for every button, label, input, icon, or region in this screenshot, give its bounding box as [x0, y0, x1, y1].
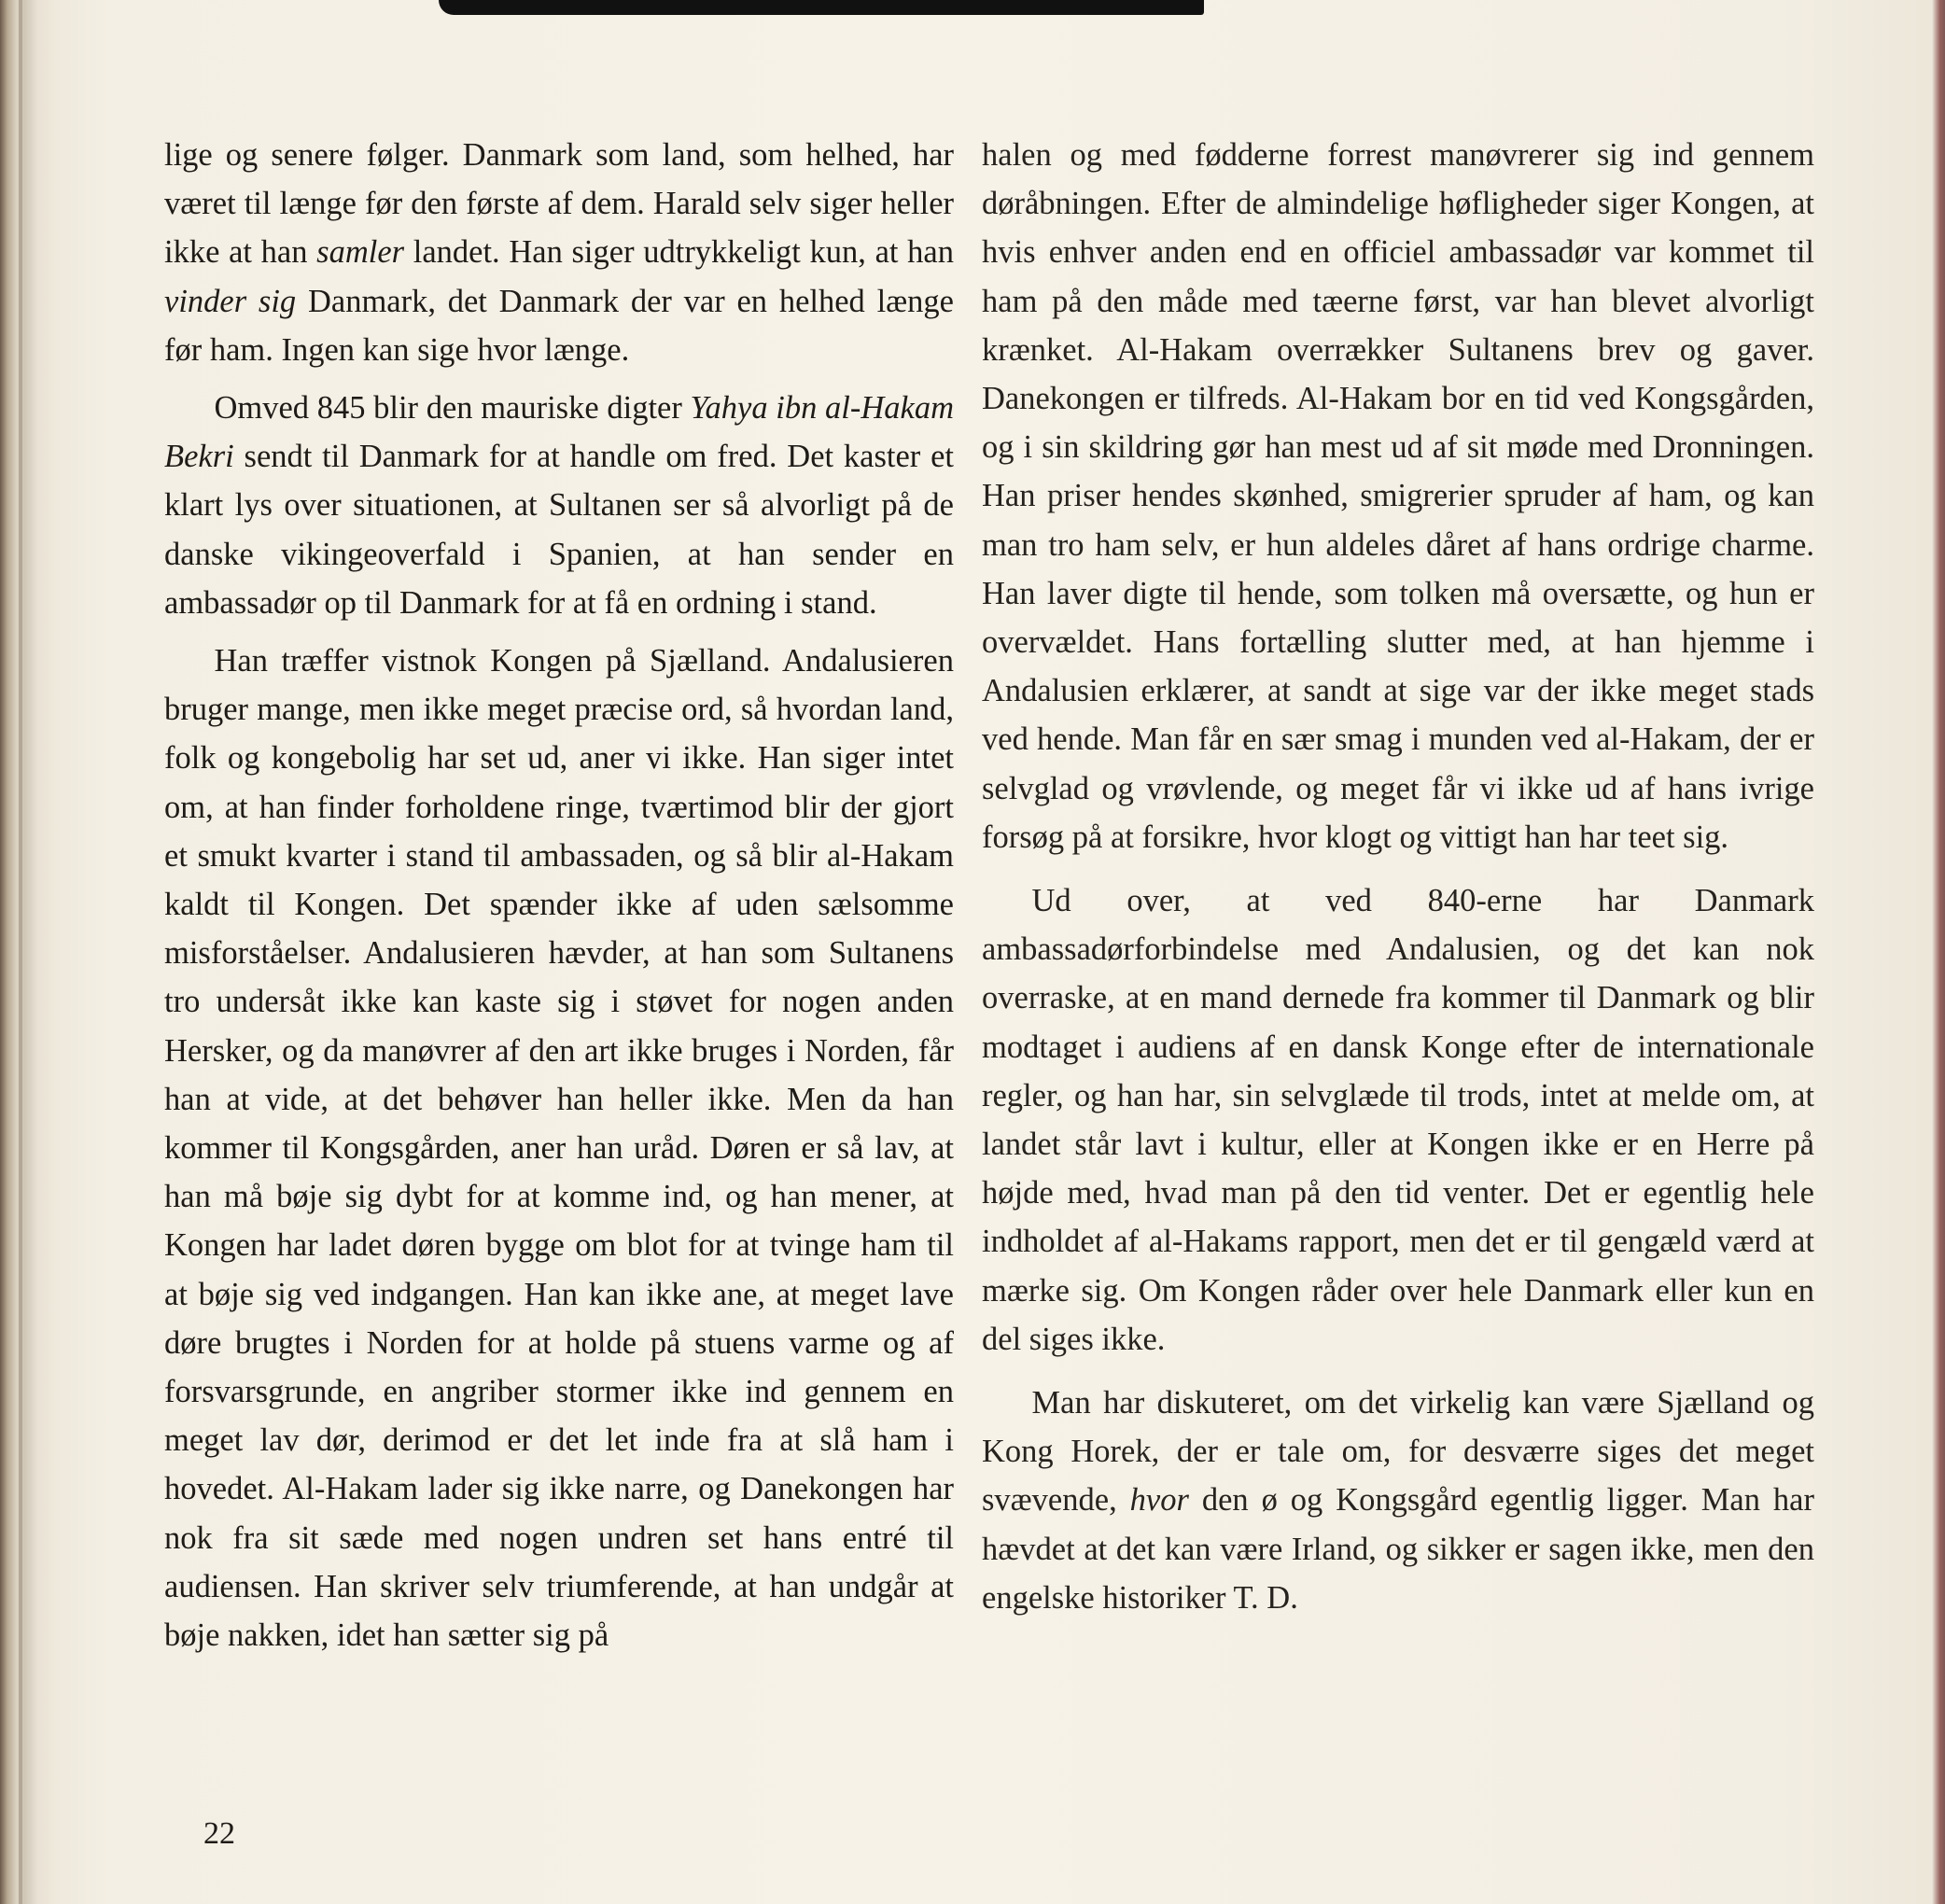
- italic-text: Yahya ibn al-Hakam Bekri: [164, 390, 955, 475]
- text-segment: Omved 845 blir den mauriske digter: [214, 390, 691, 427]
- page-number: 22: [203, 1816, 235, 1851]
- italic-text: vinder sig: [164, 283, 297, 319]
- text-segment: sendt til Danmark for at handle om fred. Det kaster et klart lys over situationen, at Sultanen ser så alvorligt på de danske vikingeoverfald i Spanien, at han sender en ambassadør op til Danmark for at få en ordning i stand.: [164, 439, 954, 621]
- text-segment: halen og med fødderne forrest manøvrerer sig ind gennem døråbningen. Efter de almindelige høfligheder siger Kongen, at hvis enhver anden end en officiel ambassadør var kommet til ham på den måde med tæerne først, var han blevet alvorligt krænket. Al-Hakam overrækker Sultanens brev og gaver. Danekongen er tilfreds. Al-Hakam bor en tid ved Kongsgården, og i sin skildring gør han mest ud af sit møde med Dronningen. Han priser hendes skønhed, smigrerier spruder af ham, og kan man tro ham selv, er hun aldeles dåret af hans ordrige charme. Han laver digte til hende, som tolken må oversætte, og hun er overvældet. Hans fortælling slutter med, at han hjemme i Andalusien erklærer, at sandt at sige var der ikke meget stads ved hende. Man får en sær smag i munden ved al-Hakam, der er selvglad og vrøvlende, og meget får vi ikke ud af hans ivrige forsøg på at forsikre, hvor klogt og vittigt han har teet sig.: [982, 137, 1814, 855]
- text-column-right: [982, 131, 1814, 1622]
- paragraph: [982, 131, 1814, 861]
- page-top-shadow: [439, 0, 1204, 15]
- page-right-edge: [1932, 0, 1945, 1904]
- text-segment: landet. Han siger udtrykkeligt kun, at han: [404, 234, 954, 271]
- book-binding: [0, 0, 54, 1904]
- text-segment: Ud over, at ved 840-erne har Danmark ambassadørforbindelse med Andalusien, og det kan nok overraske, at en mand dernede fra kommer til Danmark og blir modtaget i audiens af en dansk Konge efter de internationale regler, og han har, sin selvglæde til trods, intet at melde om, at landet står lavt i kultur, eller at Kongen ikke er en Herre på højde med, hvad man på den tid venter. Det er egentlig hele indholdet af al-Hakams rapport, men det er til gengæld værd at mærke sig. Om Kongen råder over hele Danmark eller kun en del siges ikke.: [982, 883, 1814, 1357]
- text-column-left: [164, 131, 954, 1659]
- text-segment: lige og senere følger. Danmark som land, som helhed, har været til længe før den første af dem. Harald selv siger heller ikke at han: [164, 137, 954, 271]
- text-segment: Danmark, det Danmark der var en helhed længe før ham. Ingen kan sige hvor længe.: [164, 283, 954, 368]
- paragraph: [164, 384, 954, 627]
- text-segment: Han træffer vistnok Kongen på Sjælland. Andalusieren bruger mange, men ikke meget præcise ord, så hvordan land, folk og kongebolig har set ud, aner vi ikke. Han siger intet om, at han finder forholdene ringe, tværtimod blir der gjort et smukt kvarter i stand til ambassaden, og så blir al-Hakam kaldt til Kongen. Det spænder ikke af uden sælsomme misforståelser. Andalusieren hævder, at han som Sultanens tro undersåt ikke kan kaste sig i støvet for nogen anden Hersker, og da manøvrer af den art ikke bruges i Norden, får han at vide, at det behøver han heller ikke. Men da han kommer til Kongsgården, aner han uråd. Døren er så lav, at han må bøje sig dybt for at komme ind, og han mener, at Kongen har ladet døren bygge om blot for at tvinge ham til at bøje sig ved indgangen. Han kan ikke ane, at meget lave døre brugtes i Norden for at holde på stuens varme og af forsvarsgrunde, en angriber stormer ikke ind gennem en meget lav dør, derimod er det let inde fra at slå ham i hovedet. Al-Hakam lader sig ikke narre, og Danekongen har nok fra sit sæde med nogen undren set hans entré til audiensen. Han skriver selv triumferende, at han undgår at bøje nakken, idet han sætter sig på: [164, 643, 954, 1654]
- italic-text: samler: [316, 234, 405, 271]
- italic-text: hvor: [1129, 1482, 1189, 1519]
- paragraph: [982, 1379, 1814, 1622]
- paragraph: [982, 876, 1814, 1364]
- paragraph: [164, 131, 954, 374]
- paragraph: [164, 637, 954, 1659]
- text-segment: den ø og Kongsgård egentlig ligger. Man har hævdet at det kan være Irland, og sikker er sagen ikke, men den engelske historiker T. D.: [982, 1482, 1814, 1616]
- text-segment: Man har diskuteret, om det virkelig kan være Sjælland og Kong Horek, der er tale om, for desværre siges det meget svævende,: [982, 1385, 1814, 1519]
